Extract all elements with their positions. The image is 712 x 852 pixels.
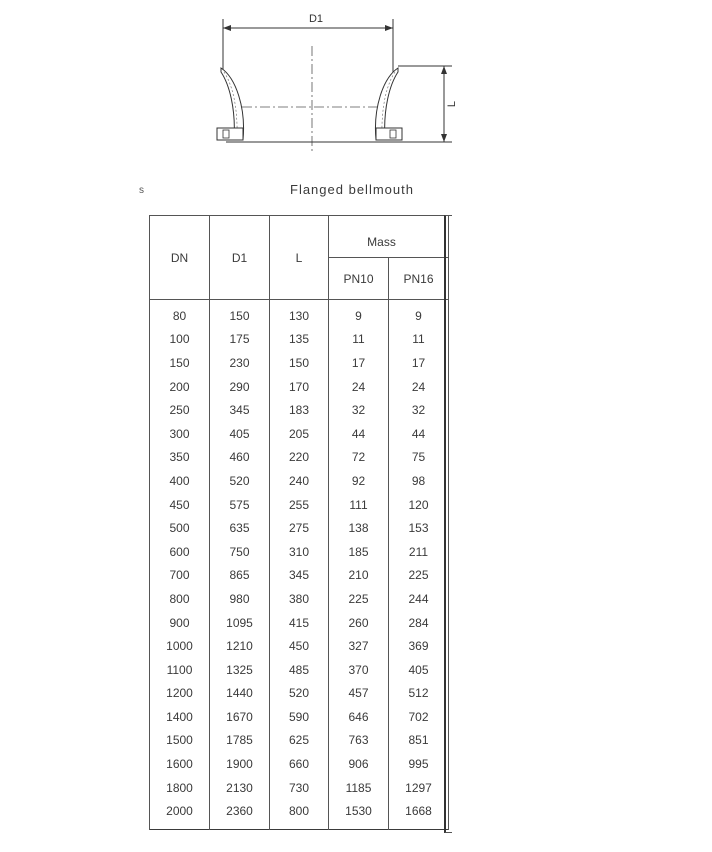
table-row <box>150 422 449 446</box>
header-mass: Mass <box>329 216 449 258</box>
pn10-cell: 32 <box>329 398 389 422</box>
table-row <box>150 587 449 611</box>
header-pn16: PN16 <box>389 258 449 300</box>
l-cell: 205 <box>270 422 329 446</box>
header-l: L <box>270 216 329 300</box>
pn10-cell: 1530 <box>329 799 389 829</box>
d1-cell: 575 <box>210 493 270 517</box>
pn10-cell: 72 <box>329 446 389 470</box>
pn16-cell: 211 <box>389 540 449 564</box>
table-row <box>150 564 449 588</box>
table-row <box>150 729 449 753</box>
header-pn10: PN10 <box>329 258 389 300</box>
pn16-cell: 24 <box>389 375 449 399</box>
pn16-cell: 17 <box>389 351 449 375</box>
dim-d1-label: D1 <box>308 13 324 25</box>
pn16-cell: 1297 <box>389 776 449 800</box>
dn-cell: 400 <box>150 469 210 493</box>
l-cell: 310 <box>270 540 329 564</box>
table-row <box>150 705 449 729</box>
table-row <box>150 799 449 829</box>
d1-cell: 460 <box>210 446 270 470</box>
l-cell: 590 <box>270 705 329 729</box>
l-cell: 485 <box>270 658 329 682</box>
pn10-cell: 906 <box>329 752 389 776</box>
table-row <box>150 752 449 776</box>
table-row <box>150 351 449 375</box>
d1-cell: 405 <box>210 422 270 446</box>
dn-cell: 300 <box>150 422 210 446</box>
pn10-cell: 111 <box>329 493 389 517</box>
l-cell: 625 <box>270 729 329 753</box>
pn16-cell: 98 <box>389 469 449 493</box>
d1-cell: 750 <box>210 540 270 564</box>
pn10-cell: 260 <box>329 611 389 635</box>
pn16-cell: 244 <box>389 587 449 611</box>
pn16-cell: 32 <box>389 398 449 422</box>
dn-cell: 1500 <box>150 729 210 753</box>
pn16-cell: 153 <box>389 516 449 540</box>
dn-cell: 80 <box>150 300 210 328</box>
table-bracket <box>444 215 452 833</box>
pn16-cell: 9 <box>389 300 449 328</box>
table-row <box>150 682 449 706</box>
pn10-cell: 9 <box>329 300 389 328</box>
stray-mark: ѕ <box>139 185 144 196</box>
dn-cell: 450 <box>150 493 210 517</box>
dn-cell: 500 <box>150 516 210 540</box>
pn10-cell: 17 <box>329 351 389 375</box>
pn10-cell: 370 <box>329 658 389 682</box>
dimensions-table <box>149 215 449 830</box>
pn16-cell: 851 <box>389 729 449 753</box>
pn16-cell: 75 <box>389 446 449 470</box>
pn16-cell: 284 <box>389 611 449 635</box>
pn16-cell: 702 <box>389 705 449 729</box>
pn16-cell: 120 <box>389 493 449 517</box>
table-row <box>150 493 449 517</box>
table-row <box>150 328 449 352</box>
pn10-cell: 225 <box>329 587 389 611</box>
dn-cell: 800 <box>150 587 210 611</box>
dim-l-label: L <box>446 100 458 108</box>
dn-cell: 150 <box>150 351 210 375</box>
pn16-cell: 995 <box>389 752 449 776</box>
d1-cell: 1095 <box>210 611 270 635</box>
d1-cell: 290 <box>210 375 270 399</box>
pn10-cell: 1185 <box>329 776 389 800</box>
dn-cell: 250 <box>150 398 210 422</box>
l-cell: 183 <box>270 398 329 422</box>
table-row <box>150 446 449 470</box>
dn-cell: 2000 <box>150 799 210 829</box>
d1-cell: 2360 <box>210 799 270 829</box>
l-cell: 135 <box>270 328 329 352</box>
pn16-cell: 405 <box>389 658 449 682</box>
d1-cell: 865 <box>210 564 270 588</box>
d1-cell: 1210 <box>210 634 270 658</box>
table-row <box>150 469 449 493</box>
d1-cell: 980 <box>210 587 270 611</box>
pn10-cell: 24 <box>329 375 389 399</box>
d1-cell: 345 <box>210 398 270 422</box>
dn-cell: 1800 <box>150 776 210 800</box>
table-row <box>150 634 449 658</box>
pn16-cell: 44 <box>389 422 449 446</box>
l-cell: 415 <box>270 611 329 635</box>
d1-cell: 175 <box>210 328 270 352</box>
d1-cell: 1440 <box>210 682 270 706</box>
table-row <box>150 611 449 635</box>
pn16-cell: 512 <box>389 682 449 706</box>
pn16-cell: 1668 <box>389 799 449 829</box>
d1-cell: 1670 <box>210 705 270 729</box>
d1-cell: 150 <box>210 300 270 328</box>
dn-cell: 1000 <box>150 634 210 658</box>
dn-cell: 700 <box>150 564 210 588</box>
l-cell: 450 <box>270 634 329 658</box>
l-cell: 255 <box>270 493 329 517</box>
dn-cell: 100 <box>150 328 210 352</box>
d1-cell: 1785 <box>210 729 270 753</box>
pn16-cell: 11 <box>389 328 449 352</box>
l-cell: 380 <box>270 587 329 611</box>
header-dn: DN <box>150 216 210 300</box>
pn10-cell: 92 <box>329 469 389 493</box>
l-cell: 275 <box>270 516 329 540</box>
l-cell: 130 <box>270 300 329 328</box>
pn10-cell: 44 <box>329 422 389 446</box>
l-cell: 730 <box>270 776 329 800</box>
table-row <box>150 516 449 540</box>
l-cell: 800 <box>270 799 329 829</box>
pn10-cell: 210 <box>329 564 389 588</box>
table-row <box>150 398 449 422</box>
l-cell: 660 <box>270 752 329 776</box>
d1-cell: 1325 <box>210 658 270 682</box>
d1-cell: 1900 <box>210 752 270 776</box>
table-row <box>150 300 449 328</box>
table-row <box>150 658 449 682</box>
pn10-cell: 457 <box>329 682 389 706</box>
pn16-cell: 369 <box>389 634 449 658</box>
pn10-cell: 185 <box>329 540 389 564</box>
dn-cell: 350 <box>150 446 210 470</box>
pn16-cell: 225 <box>389 564 449 588</box>
pn10-cell: 327 <box>329 634 389 658</box>
dn-cell: 900 <box>150 611 210 635</box>
l-cell: 220 <box>270 446 329 470</box>
table-row <box>150 375 449 399</box>
dn-cell: 1400 <box>150 705 210 729</box>
pn10-cell: 11 <box>329 328 389 352</box>
l-cell: 240 <box>270 469 329 493</box>
dn-cell: 1100 <box>150 658 210 682</box>
pn10-cell: 138 <box>329 516 389 540</box>
l-cell: 170 <box>270 375 329 399</box>
l-cell: 150 <box>270 351 329 375</box>
l-cell: 520 <box>270 682 329 706</box>
pn10-cell: 646 <box>329 705 389 729</box>
d1-cell: 230 <box>210 351 270 375</box>
pn10-cell: 763 <box>329 729 389 753</box>
dn-cell: 1600 <box>150 752 210 776</box>
table-body <box>150 300 449 830</box>
d1-cell: 520 <box>210 469 270 493</box>
dn-cell: 200 <box>150 375 210 399</box>
table-row <box>150 776 449 800</box>
table-caption: Flanged bellmouth <box>290 182 414 197</box>
d1-cell: 2130 <box>210 776 270 800</box>
d1-cell: 635 <box>210 516 270 540</box>
dn-cell: 1200 <box>150 682 210 706</box>
header-d1: D1 <box>210 216 270 300</box>
l-cell: 345 <box>270 564 329 588</box>
table-row <box>150 540 449 564</box>
bellmouth-drawing <box>0 0 712 180</box>
dn-cell: 600 <box>150 540 210 564</box>
